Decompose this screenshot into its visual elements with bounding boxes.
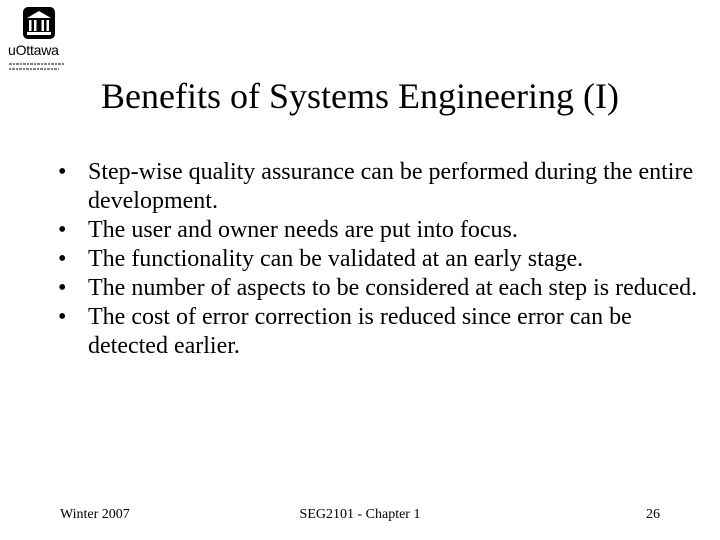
bullet-item: [58, 216, 708, 245]
footer-date: Winter 2007: [60, 507, 130, 522]
university-logo: [6, 6, 66, 70]
footer-course: SEG2101 - Chapter 1: [299, 507, 421, 522]
logo-wordmark: uOttawa: [8, 42, 59, 58]
bullet-marker: •: [58, 246, 67, 272]
bullet-item: [58, 245, 708, 274]
bullet-marker: •: [58, 159, 67, 185]
bullet-text: The number of aspects to be considered at each step is reduced.: [88, 275, 698, 301]
slide-number: 26: [646, 507, 660, 522]
bullet-text: The cost of error correction is reduced since error can be detected earlier.: [88, 304, 632, 359]
slide-title: Benefits of Systems Engineering (I): [101, 76, 619, 116]
logo-tagline: [9, 61, 67, 71]
bullet-marker: •: [58, 304, 67, 330]
bullet-item: [58, 303, 708, 361]
bullet-text: The functionality can be validated at an early stage.: [88, 246, 584, 272]
bullet-marker: •: [58, 217, 67, 243]
bullet-list: [58, 158, 708, 361]
bullet-text: The user and owner needs are put into focus.: [88, 217, 518, 243]
bullet-item: [58, 158, 708, 216]
building-icon: [22, 6, 56, 40]
bullet-marker: •: [58, 275, 67, 301]
bullet-item: [58, 274, 708, 303]
bullet-text: Step-wise quality assurance can be performed during the entire development.: [88, 159, 694, 214]
